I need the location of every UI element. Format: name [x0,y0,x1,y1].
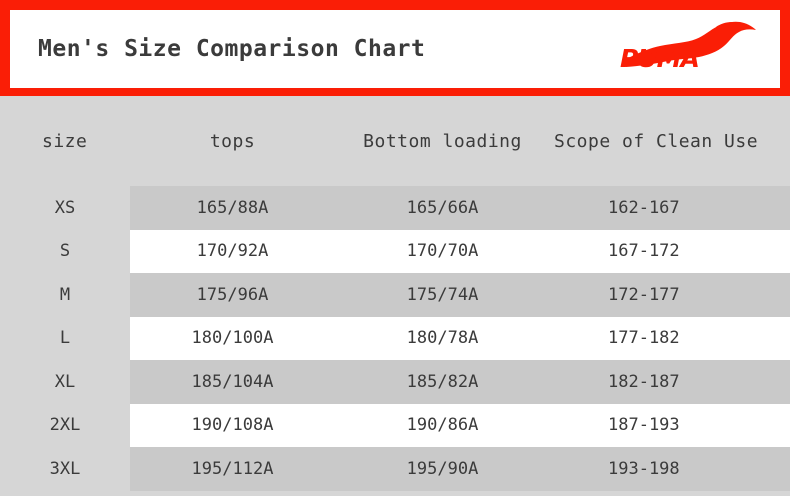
cell-bottom: 190/86A [335,404,550,448]
cell-bottom: 180/78A [335,317,550,361]
cell-tops: 170/92A [130,230,335,274]
cell-size: XL [0,360,130,404]
cell-bottom: 170/70A [335,230,550,274]
cell-tops: 195/112A [130,447,335,491]
puma-wordmark: PUMA [620,44,699,73]
table-row [0,360,790,404]
header-band [0,0,790,96]
column-header-size: size [42,130,88,152]
cell-bottom: 185/82A [335,360,550,404]
page-title: Men's Size Comparison Chart [38,36,426,62]
header-inner [10,10,780,88]
cell-size: L [0,317,130,361]
table-row [0,447,790,491]
cell-tops: 180/100A [130,317,335,361]
cell-scope: 172-177 [550,273,790,317]
table-header-row [0,96,790,186]
cell-bottom: 175/74A [335,273,550,317]
cell-tops: 175/96A [130,273,335,317]
cell-bottom: 195/90A [335,447,550,491]
cell-size: 3XL [0,447,130,491]
cell-scope: 193-198 [550,447,790,491]
column-header-bottom: Bottom loading [363,130,522,152]
cell-scope: 187-193 [550,404,790,448]
table-row [0,317,790,361]
table-row [0,230,790,274]
cell-scope: 182-187 [550,360,790,404]
table-row [0,273,790,317]
column-header-tops: tops [209,130,256,152]
cell-size: 2XL [0,404,130,448]
cell-scope: 177-182 [550,317,790,361]
cell-scope: 167-172 [550,230,790,274]
cell-tops: 185/104A [130,360,335,404]
cell-tops: 165/88A [130,186,335,230]
table-row [0,186,790,230]
size-table [0,96,790,491]
puma-logo [618,19,758,79]
cell-tops: 190/108A [130,404,335,448]
table-row [0,404,790,448]
column-header-scope: Scope of Clean Use [554,130,759,152]
cell-size: XS [0,186,130,230]
cell-scope: 162-167 [550,186,790,230]
cell-size: M [0,273,130,317]
cell-size: S [0,230,130,274]
cell-bottom: 165/66A [335,186,550,230]
